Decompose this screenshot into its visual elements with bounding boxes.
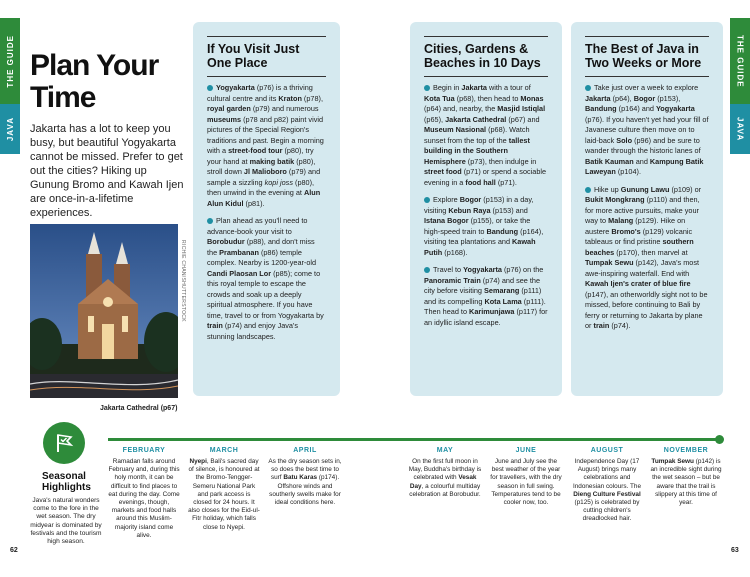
java-tab-label: JAVA <box>5 116 15 142</box>
bullet-dot <box>424 267 430 273</box>
bullet-dot <box>585 85 591 91</box>
month-november <box>650 447 722 507</box>
guide-tab <box>730 18 750 104</box>
month-text: Independence Day (17 August) brings many celebrations and Indonesian colours. The Dieng Culture Festival (p125) is celebrated by cutting children's dreadlocked hair. <box>572 458 642 523</box>
bullet-dot <box>424 85 430 91</box>
box-two-weeks <box>571 22 723 396</box>
photo-credit: RICHIE CHAN/SHUTTERSTOCK <box>180 240 186 322</box>
month-february <box>108 447 180 540</box>
bullet-dot <box>424 197 430 203</box>
month-text: Nyepi, Bali's sacred day of silence, is honoured at the Bromo-Tengger-Semeru National Park and park access is closed for 24 hours. It also closes for the Eid-ul-Fitr holiday, which falls close to Nyepi. <box>188 458 260 531</box>
box-paragraph: Explore Bogor (p153) in a day, visiting Kebun Raya (p153) and Istana Bogor (p155), or take the high-speed train to Bandung (p164), visiting tea plantations and Kawah Putih (p168). <box>424 195 544 257</box>
box-paragraph: Take just over a week to explore Jakarta (p64), Bogor (p153), Bandung (p164) and Yogyakarta (p76). If you haven't yet had your fill of Javanese culture then move on to laid-back Solo (p96) and be sure to wander through the historic lanes of Batik Kauman and Kampung Batik Laweyan (p104). <box>585 83 709 176</box>
month-text: As the dry season sets in, so does the best time to surf Batu Karas (p174). Offshore winds and southerly swells make for ideal conditions here. <box>268 458 342 507</box>
page-title: Plan Your Time <box>30 49 159 114</box>
jakarta-cathedral-photo <box>30 224 178 398</box>
month-may <box>408 447 482 499</box>
month-june <box>489 447 563 507</box>
box-paragraph: Plan ahead as you'll need to advance-book your visit to Borobudur (p88), and don't miss the Prambanan (p86) temple complex. Nearby is 1200-year-old Candi Plaosan Lor (p85); come to this royal temple to escape the crowds and soak up a deeply spiritual atmosphere. If you have time, travel to or from Yogyakarta by train (p74) and enjoy Java's stunning landscapes. <box>207 216 324 341</box>
photo-caption: Jakarta Cathedral (p67) <box>100 405 178 412</box>
seasonal-flag-icon <box>43 422 85 464</box>
intro-text: Jakarta has a lot to keep you busy, but beautiful Yogyakarta cannot be missed. Prefer to get out the cities? Hiking up Gunung Bromo and Kawah Ijen are once-in-a-lifetime experiences. <box>30 123 184 219</box>
month-label: MAY <box>436 447 454 454</box>
java-tab <box>730 104 750 154</box>
month-march <box>188 447 260 532</box>
timeline-bar <box>375 438 717 441</box>
box-paragraph: Begin in Jakarta with a tour of Kota Tua (p68), then head to Monas (p64) and, nearby, the Masjid Istiqlal (p65), Jakarta Cathedral (p67) and Museum Nasional (p68). Watch sunset from the top of the tallest building in the Southern Hemisphere (p73), then indulge in street food (p71) or spend a sociable evening in a food hall (p71). <box>424 83 547 187</box>
java-tab-label: JAVA <box>735 116 745 142</box>
bullet-dot <box>207 85 213 91</box>
month-label: NOVEMBER <box>663 447 709 454</box>
month-label: AUGUST <box>590 447 624 454</box>
month-text: On the first full moon in May, Buddha's birthday is celebrated with Vesak Day, a colourful multiday celebration at Borobudur. <box>408 458 482 498</box>
page-number: 62 <box>10 547 18 554</box>
box-ten-days <box>410 22 562 396</box>
right-page <box>375 0 750 577</box>
box-paragraph: Hike up Gunung Lawu (p109) or Bukit Mongkrang (p110) and then, for more active pursuits, make your way to Malang (p129). Hike on austere Bromo's (p129) volcanic tableaus or find pristine southern beaches (p170), then marvel at Tumpak Sewu (p142), Java's most awe-inspiring waterfall. End with Kawah Ijen's crater of blue fire (p147), an otherworldly sight not to be missed, before continuing to Bali by ferry or returning to Jakarta by plane or train (p74). <box>585 184 708 330</box>
timeline-end-dot <box>715 435 724 444</box>
month-label: FEBRUARY <box>122 447 166 454</box>
guide-tab-label: THE GUIDE <box>735 34 745 88</box>
bullet-dot <box>207 218 213 224</box>
box-heading: The Best of Java in Two Weeks or More <box>585 42 709 77</box>
month-text: Ramadan falls around February and, during this holy month, it can be difficult to find places to eat during the day. Come evenings, though, markets and food halls around this Muslim-majority island come alive. <box>108 458 180 539</box>
seasonal-text: Java's natural wonders come to the fore in the wet season. The dry midyear is dominated by festivals and the tourism high season. <box>30 497 102 546</box>
month-label: APRIL <box>293 447 317 454</box>
month-august <box>569 447 645 524</box>
month-april <box>268 447 342 507</box>
bullet-dot <box>585 187 591 193</box>
java-tab <box>0 104 20 154</box>
box-paragraph: Travel to Yogyakarta (p76) on the Panoramic Train (p74) and see the city before visiting Semarang (p111) and its compelling Kota Lama (p111). Then head to Karimunjawa (p117) for an idyllic island escape. <box>424 265 548 327</box>
timeline-bar <box>108 438 375 441</box>
box-paragraph: Yogyakarta (p76) is a thriving cultural centre and its Kraton (p78), royal garden (p79) and numerous museums (p78 and p82) paint vivid pictures of the Special Region's traditions and past. Begin a morning with a street-food tour (p80), try your hand at making batik (p80), stroll down Jl Malioboro (p79) and sample a sizzling kopi joss (p80), then unwind in the evening at Alun Alun Kidul (p81). <box>207 83 324 208</box>
box-one-place <box>193 22 340 396</box>
seasonal-title: Seasonal Highlights <box>42 471 91 493</box>
month-label: MARCH <box>209 447 239 454</box>
month-text: Tumpak Sewu (p142) is an incredible sight during the wet season – but be aware that the trail is slippery at this time of year. <box>650 458 722 507</box>
month-label: JUNE <box>515 447 537 454</box>
guide-tab-label: THE GUIDE <box>5 34 15 88</box>
month-text: June and July see the best weather of the year for travellers, with the dry season in full swing. Temperatures tend to be cooler now, too. <box>490 458 562 507</box>
page-number: 63 <box>731 547 739 554</box>
guide-tab <box>0 18 20 104</box>
box-heading: If You Visit Just One Place <box>207 42 326 77</box>
box-heading: Cities, Gardens & Beaches in 10 Days <box>424 42 548 77</box>
